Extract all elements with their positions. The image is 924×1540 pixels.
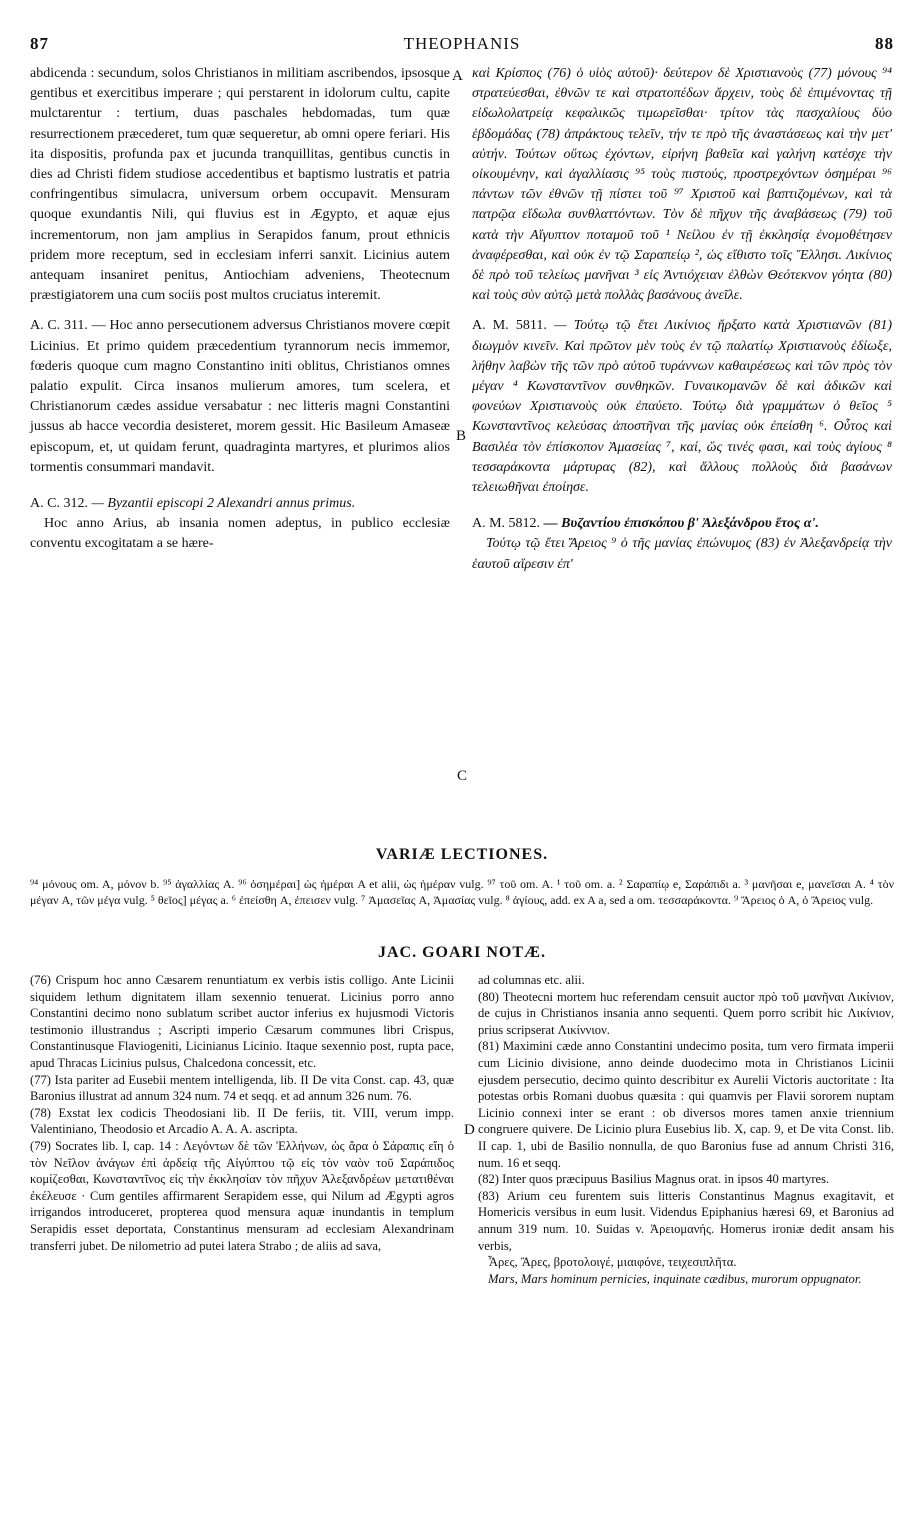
variae-heading: VARIÆ LECTIONES. bbox=[375, 846, 549, 863]
note-80: (80) Theotecni mortem huc referendam censuit auctor πρὸ τοῦ μανῆναι Λικίνιον, de cujus in Christianos insania anno sequenti. Quem porro scribit hic Λικίνιον, prius scripserat Λικίννιον. bbox=[478, 989, 894, 1037]
latin-text-311: — Hoc anno persecutionem adversus Christianos movere cœpit Licinius. Et primo quidem præcedentium tyrannorum necis immemor, fœderis quoque cum magno Constantino initi oblitus, Christianos omnes palatio expulit. Circa insanos mulierum amores, tum scelera, et Christianorum cædes assidue versabatur : nec litteris magni Constantini jussus ab hacce vecordia desisteret, morem gessit. Hic Basileum Amaseæ episcopum, et, ut quidam ferunt, quadraginta martyres, et plurimos alios tormentis consummari mandavit. bbox=[30, 318, 450, 475]
notae-heading: JAC. GOARI NOTÆ. bbox=[377, 944, 546, 961]
note-79-continued: ad columnas etc. alii. bbox=[478, 973, 585, 987]
latin-paragraph-1: abdicenda : secundum, solos Christianos in militiam ascribendos, ipsosque gentibus et exercitibus imperare ; qui perstarent in idolorum cultu, capite mulctarentur : tertium, duas paschales hebdomadas, tum quæ resurrectionem præcederet, tum quæ sequeretur, ab omni opere feriari. His ita dispositis, profunda pax et jucunda tranquillitas, gentibus cunctis in dies ad Christi fidem studiose accedentibus et baptismo lustratis et patria confringentibus simulacra, universum orbem occupavit. Mensuram quoque exundantis Nili, qui fluvius est in Ægypto, et aquæ ejus incrementorum, non jam amplius in Serapidos fanum, prout ethnicis pridem more receptum, sed in ecclesiam inferri sanxit. Licinius autem antequam insaniret penitus, Antiochiam adveniens, Theotecnum præstigiatorem una cum sociis post multos cruciatus interemit. bbox=[30, 66, 450, 304]
note-79: (79) Socrates lib. I, cap. 14 : Λεγόντων δὲ τῶν Ἑλλήνων, ὡς ἄρα ὁ Σάραπις εἴη ὁ τὸν Νεῖλον ἀνάγων ἐπὶ ἀρδείᾳ τῆς Αἰγύπτου τῷ εἰς τὸν ναὸν τοῦ Σαράπιδος κομίζεσθαι, Κωνσταντῖνος εἰς τὴν ἐκκλησίαν τὸν πῆχυν Ἀλεξανδρέων μετατιθέναι ἐκέλευσε · Cum gentiles affirmarent Serapidem esse, qui Nilum ad Ægypti agros irrigandos introduceret, propterea quod mensura aquæ inundantis in templum Serapidis esset deportata, Constantinus mensuram ad ecclesiam Alexandrinam transferri jubet. De nilometrio ad putei latera Strabo ; de aliis ad sava, bbox=[30, 1138, 454, 1253]
greek-paragraph-1: καὶ Κρίσπος (76) ὁ υἱὸς αὐτοῦ)· δεύτερον δὲ Χριστιανοὺς (77) μόνους ⁹⁴ στρατεύεσθαι, ἐθνῶν τε καὶ στρατοπέδων ἄρχειν, τοὺς δὲ ἐπιμένοντας τῇ εἰδωλολατρείᾳ κεφαλικῶς τιμωρεῖσθαι· τρίτον τὰς πασχαλίους δύο ἑβδομάδας (78) ἀπράκτους τελεῖν, τήν τε πρὸ τῆς ἀναστάσεως καὶ τὴν μετ' αὐτήν. Τούτων οὕτως ἐχόντων, εἰρήνη βαθεῖα καὶ γαλήνη κατέσχε τὴν οἰκουμένην, καὶ ἀγαλλίασις ⁹⁵ τοὺς πιστούς, προστρεχόντων ὁσημέραι ⁹⁶ πάντων τῶν ἐθνῶν τῇ πίστει τοῦ ⁹⁷ Χριστοῦ καὶ βαπτιζομένων, καὶ τὰ πατρῷα εἴδωλα συνθλαττόντων. Τὸν δὲ πῆχυν τῆς ἀναβάσεως (79) τοῦ κατὰ τὴν Αἴγυπτον ποταμοῦ τοῦ ¹ Νείλου ἐν τῇ ἐκκλησίᾳ ἐνομοθέτησεν ἀναφέρεσθαι, καὶ οὐκ ἐν τῷ Σαραπείῳ ², ὡς εἴθιστο τοῖς Ἕλλησι. Λικίνιος δὲ πρὸ τοῦ τελείως μανῆναι ³ εἰς Ἀντιόχειαν ἐλθὼν Θεότεκνον γόητα (80) καὶ τοὺς σὺν αὐτῷ μετὰ πολλὰς βασάνους ἀνεῖλε. bbox=[472, 66, 892, 304]
notes-left-column bbox=[30, 972, 454, 1254]
notes-right-column bbox=[478, 972, 894, 1287]
note-76: (76) Crispum hoc anno Cæsarem renuntiatum ex verbis istis colligo. Ante Licinii siquidem lethum dignitatem illam sexennio tenuerat. Licinius porro anno Constantini decimo nono sublatum scribet auctor inferius ex hujusmodi Victoris testimonio illustrandus ; Ascripti imperio Cæsarum communes libri Crispus, Constantinusque Flaviogeniti, Licinianus Licinio. Itaque sexennio post, rupta pace, apud Thracas Licinius pulsus, Chalcedona concessit, etc. bbox=[30, 973, 454, 1070]
margin-marker-a: A bbox=[452, 68, 463, 84]
note-81: (81) Maximini cæde anno Constantini undecimo posita, tum vero firmata imperii cum Licinio divisione, anno deinde duodecimo mota in Christianos Licinii ejusdem persecutio, decimo quinto describitur ex Aurelii Victoris auctoritate : Ita potestas orbis Romani duobus quæsita : qui quamvis per Flavii sororem nuptam Licinio connexi inter se erant : ob diversos mores tamen anxie triennium congruere quivere. De Licinio plura Eusebius lib. X, cap. 9, et De vita Const. lib. II cap. 1, ubi de Basilio nonnulla, de quo Baronius fuse ad annum Christi 316, num. 16 et seqq. bbox=[478, 1039, 894, 1170]
greek-year-5812: A. M. 5812. bbox=[472, 516, 541, 532]
margin-marker-c: C bbox=[457, 768, 468, 784]
latin-paragraph-4: Hoc anno Arius, ab insania nomen adeptus, in publico ecclesiæ conventu excogitatam a se hære- bbox=[30, 516, 450, 552]
greek-column bbox=[472, 64, 892, 575]
note-83: (83) Arium ceu furentem suis litteris Constantinus Magnus exagitavit, et Homericis versibus in eum lusit. Videndus Epiphanius hæresi 69, et Baronius ad annum 319 num. 10. Suidas v. Ἀρειομανής. Homerus ironiæ dedit ansam his verbis, bbox=[478, 1188, 894, 1253]
greek-title-5812: — Βυζαντίου ἐπισκόπου β' Ἀλεξάνδρου ἔτος α'. bbox=[540, 516, 819, 532]
latin-year-312: A. C. 312. bbox=[30, 496, 88, 512]
greek-paragraph-4: Τούτῳ τῷ ἔτει Ἄρειος ⁹ ὁ τῆς μανίας ἐπώνυμος (83) ἐν Ἀλεξανδρείᾳ τὴν ἑαυτοῦ αἵρεσιν ἐπ' bbox=[472, 536, 892, 572]
margin-marker-b: B bbox=[456, 428, 467, 444]
latin-paragraph-3 bbox=[30, 494, 450, 514]
greek-year-5811: A. M. 5811. bbox=[472, 318, 547, 334]
running-header bbox=[30, 34, 894, 56]
latin-column bbox=[30, 64, 450, 555]
greek-text-5811: — Τούτῳ τῷ ἔτει Λικίνιος ἤρξατο κατὰ Χριστιανῶν (81) διωγμὸν κινεῖν. Καὶ πρῶτον μὲν τοὺς ἐν τῷ παλατίῳ Χριστιανοὺς ἐδίωξε, λήθην λαβὼν τῆς τῶν πρὸ αὐτοῦ τυράννων καθαιρέσεως καὶ τῶν πρὸς τὸν μέγαν ⁴ Κωνσταντῖνον συνθηκῶν. Γυναικομανῶν δὲ καὶ ἀδικῶν καὶ φονεύων Χριστιανοὺς οὐκ ἐπαύετο. Τούτῳ διὰ γραμμάτων ὁ θεῖος ⁵ Κωνσταντῖνος κελεύσας ἀποστῆναι τῆς μανίας οὐκ ἐπείσθη ⁶. Οὗτος καὶ Βασιλέα τὸν ἐπίσκοπον Ἀμασείας ⁷, καί, ὥς τινές φασι, καὶ τοὺς ἁγίους ⁸ τεσσαράκοντα μάρτυρας (82), καὶ ἄλλους πολλοὺς διὰ βασάνων τελειωθῆναι ἐποίησε. bbox=[472, 318, 892, 496]
margin-marker-d: D bbox=[464, 1122, 475, 1138]
note-83-verse-latin: Mars, Mars hominum pernicies, inquinate cædibus, murorum oppugnator. bbox=[488, 1271, 862, 1286]
note-77: (77) Ista pariter ad Eusebii mentem intelligenda, lib. II De vita Const. cap. 43, quæ Baronius illustrat ad annum 324 num. 74 et seqq. et ad annum 326 num. 76. bbox=[30, 1072, 454, 1104]
latin-title-312: — Byzantii episcopi 2 Alexandri annus primus. bbox=[87, 496, 356, 512]
greek-paragraph-3 bbox=[472, 514, 892, 534]
running-title: THEOPHANIS bbox=[403, 34, 521, 53]
latin-paragraph-2 bbox=[30, 316, 450, 478]
note-82: (82) Inter quos præcipuus Basilius Magnus orat. in ipsos 40 martyres. bbox=[478, 1172, 830, 1187]
variae-text: ⁹⁴ μόνους om. A, μόνον b. ⁹⁵ ἀγαλλίας A. ⁹⁶ ὁσημέραι] ὡς ἡμέραι A et alii, ὡς ἡμέραν vulg. ⁹⁷ τοῦ om. A. ¹ τοῦ om. a. ² Σαραπίῳ e, Σαράπιδι a. ³ μανῆσαι e, μανεῖσαι A. ⁴ τὸν μέγαν A, τῶν μέγα vulg. ⁵ θεῖος] μέγας a. ⁶ ἐπείσθη A, ἐπεισεν vulg. ⁷ Ἀμασεῖας A, Ἀμασίας vulg. ⁸ ἁγίους, add. ex A a, sed a om. τεσσαράκοντα. ⁹ Ἄρειος ὁ A, ὁ Ἄρειος vulg. bbox=[30, 877, 894, 907]
latin-year-311: A. C. 311. bbox=[30, 318, 88, 334]
greek-paragraph-2 bbox=[472, 316, 892, 498]
left-page-number: 87 bbox=[30, 34, 49, 53]
note-83-verse-greek: Ἆρες, Ἄρες, βροτολοιγέ, μιαιφόνε, τειχεσιπλῆτα. bbox=[488, 1255, 737, 1270]
right-page-number: 88 bbox=[875, 34, 894, 53]
note-78: (78) Exstat lex codicis Theodosiani lib. II De feriis, tit. VIII, verum impp. Valentiniano, Theodosio et Arcadio A. A. A. ascripta. bbox=[30, 1105, 454, 1137]
